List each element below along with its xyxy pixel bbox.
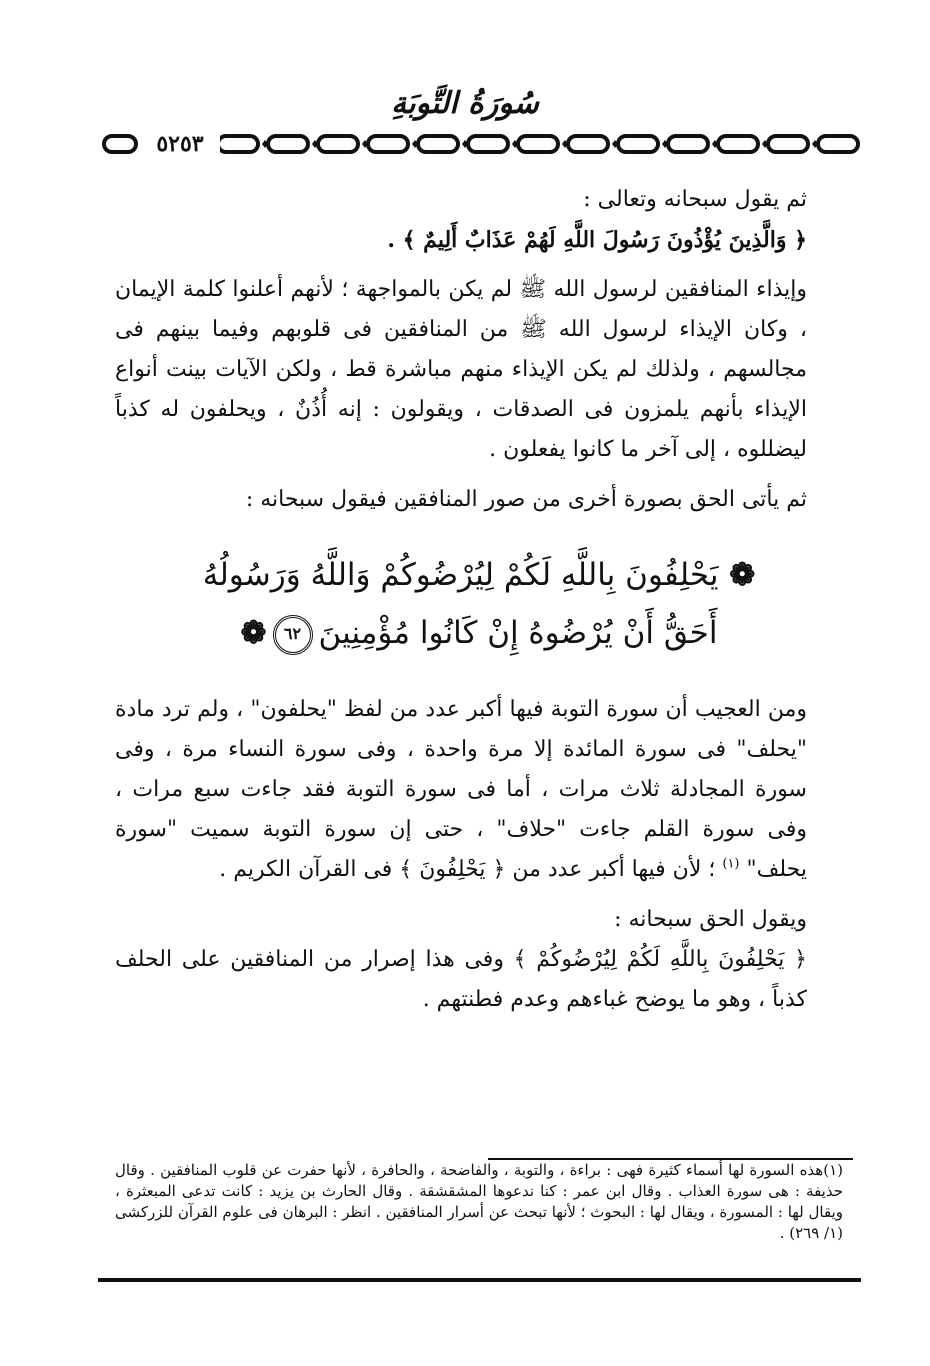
paragraph-swearing-text-1: ومن العجيب أن سورة التوبة فيها أكبر عدد من لفظ "يحلفون" ، ولم ترد مادة "يحلف" فى سورة المائدة إلا مرة واحدة ، وفى سورة النساء مرة ، وفى سورة المجادلة ثلاث مرات ، أما فى سورة التوبة فقد جاءت سبع مرات ، وفى سورة القلم جاءت "حلاف" ، حتى إن سورة التوبة سميت "سورة يحلف" xyxy=(115,697,808,882)
main-text xyxy=(115,180,843,1020)
mushaf-line-1 xyxy=(115,546,843,604)
paragraph-another-image: ثم يأتى الحق بصورة أخرى من صور المنافقين فيقول سبحانه : xyxy=(245,487,807,512)
footnote xyxy=(115,1160,843,1244)
paragraph-haqq-says: ويقول الحق سبحانه : xyxy=(614,907,807,932)
surah-title: سُورَةُ التَّوبَةِ xyxy=(391,86,539,121)
bottom-rule xyxy=(98,1278,861,1282)
footnote-text: (١)هذه السورة لها أسماء كثيرة فهى : براءة ، والتوبة ، والفاضحة ، والحافرة ، لأنها حفرت عن قلوب المنافقين . وقال حذيفة : هى سورة العذاب . وقال ابن عمر : كنا ندعوها المشقشقة . وقال الحارث بن يزيد : كانت تدعى المبعثرة ، ويقال لها : المسورة ، ويقال لها : البحوث ؛ لأنها تبحث عن أسرار المنافقين . انظر : البرهان فى علوم القرآن للزركشى (١/ ٢٦٩) . xyxy=(115,1161,844,1242)
footnote-marker: (١) xyxy=(722,856,740,872)
mushaf-line-2 xyxy=(115,604,843,662)
page-number: ٥٢٥٣ xyxy=(140,131,220,157)
mushaf-line-2-text: أَحَقُّ أَنْ يُرْضُوهُ إِنْ كَانُوا مُؤْمِنِينَ xyxy=(318,615,718,651)
ayah-number-badge: ٦٢ xyxy=(273,615,313,655)
paragraph-swearing-text-2: ؛ لأن فيها أكبر عدد من ﴿ يَحْلِفُونَ ﴾ فى القرآن الكريم . xyxy=(219,857,716,882)
mushaf-verse-block xyxy=(115,546,843,662)
paragraph-hypocrites: وإيذاء المنافقين لرسول الله ﷺ لم يكن بالمواجهة ؛ لأنهم أعلنوا كلمة الإيمان ، وكان الإيذاء لرسول الله ﷺ من المنافقين فى قلوبهم وفيما بينهم فى مجالسهم ، ولذلك لم يكن الإيذاء منهم مباشرة قط ، ولكن الآيات بينت أنواع الإيذاء بأنهم يلمزون فى الصدقات ، ويقولون : إنه أُذُنٌ ، ويحلفون له كذباً ليضللوه ، إلى آخر ما كانوا يفعلون . xyxy=(115,277,807,462)
ornament-open-icon: ❁ xyxy=(718,557,756,593)
mushaf-line-1-text: يَحْلِفُونَ بِاللَّهِ لَكُمْ لِيُرْضُوكُمْ وَاللَّهُ وَرَسُولُهُ xyxy=(202,557,719,593)
ornament-close-icon: ❁ xyxy=(240,615,267,651)
paragraph-swearing xyxy=(115,690,843,890)
paragraph-intro: ثم يقول سبحانه وتعالى : xyxy=(583,187,807,212)
quran-verse-inline: ﴿ وَالَّذِينَ يُؤْذُونَ رَسُولَ اللَّهِ لَهُمْ عَذَابٌ أَلِيمٌ ﴾ . xyxy=(387,227,807,253)
paragraph-insistence: ﴿ يَحْلِفُونَ بِاللَّهِ لَكُمْ لِيُرْضُوكُمْ ﴾ وفى هذا إصرار من المنافقين على الحلف كذباً ، وهو ما يوضح غباءهم وعدم فطنتهم . xyxy=(115,947,807,1012)
